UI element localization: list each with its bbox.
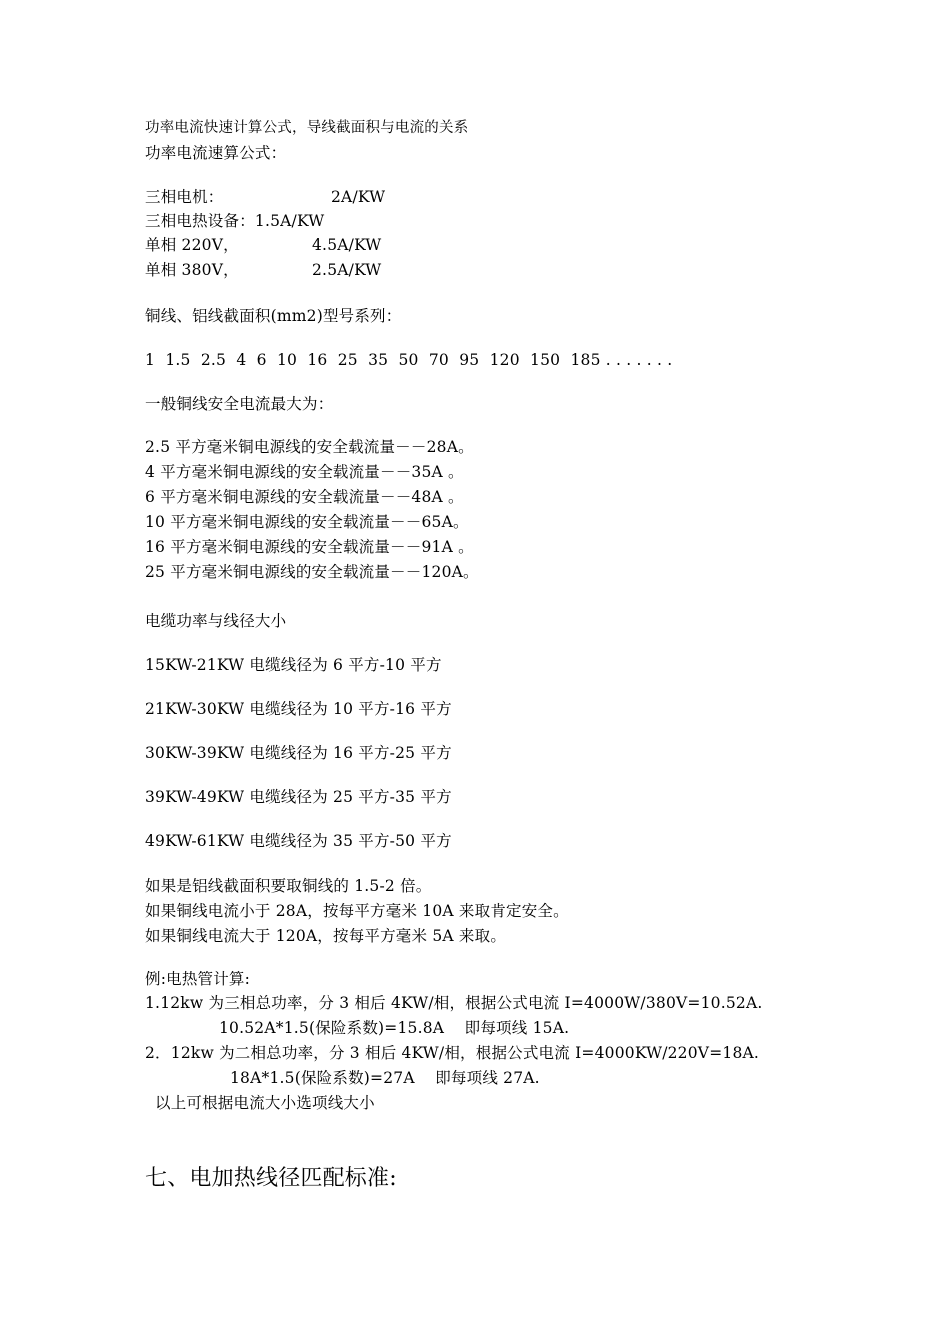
safe-line: 6 平方毫米铜电源线的安全载流量－－48A 。	[145, 488, 464, 506]
cable-line: 15KW-21KW 电缆线径为 6 平方-10 平方	[145, 656, 442, 674]
cable-line: 49KW-61KW 电缆线径为 35 平方-50 平方	[145, 832, 452, 850]
series-values: 1 1.5 2.5 4 6 10 16 25 35 50 70 95 120 150 185 . . . . . . .	[145, 351, 673, 369]
safe-line: 25 平方毫米铜电源线的安全载流量－－120A。	[145, 563, 479, 581]
summary-line: 以上可根据电流大小选项线大小	[155, 1094, 375, 1112]
safe-heading: 一般铜线安全电流最大为：	[145, 395, 334, 413]
cable-heading: 电缆功率与线径大小	[145, 612, 287, 630]
formula-label: 单相 380V，	[145, 261, 239, 279]
note-line: 如果是铝线截面积要取铜线的 1.5-2 倍。	[145, 877, 432, 895]
note-line: 如果铜线电流大于 120A，按每平方毫米 5A 来取。	[145, 927, 507, 945]
formula-value: 2.5A/KW	[312, 261, 382, 279]
top-title: 功率电流快速计算公式，导线截面积与电流的关系	[145, 120, 469, 136]
example-heading: 例:电热管计算:	[145, 970, 251, 988]
example-line: 18A*1.5(保险系数)=27A 即每项线 27A.	[230, 1069, 540, 1087]
cable-line: 30KW-39KW 电缆线径为 16 平方-25 平方	[145, 744, 452, 762]
safe-line: 16 平方毫米铜电源线的安全载流量－－91A 。	[145, 538, 474, 556]
cable-line: 21KW-30KW 电缆线径为 10 平方-16 平方	[145, 700, 452, 718]
note-line: 如果铜线电流小于 28A，按每平方毫米 10A 来取肯定安全。	[145, 902, 569, 920]
formula-heading: 功率电流速算公式：	[145, 144, 287, 162]
formula-value: 4.5A/KW	[312, 236, 382, 254]
formula-line	[145, 235, 381, 255]
series-heading: 铜线、铝线截面积(mm2)型号系列：	[145, 307, 402, 325]
example-line: 2．12kw 为二相总功率，分 3 相后 4KW/相，根据公式电流 I=4000KW/220V=18A.	[145, 1044, 760, 1062]
formula-label: 单相 220V，	[145, 236, 239, 254]
formula-value: 2A/KW	[331, 188, 386, 206]
formula-line	[145, 211, 324, 231]
example-line: 10.52A*1.5(保险系数)=15.8A 即每项线 15A.	[219, 1019, 570, 1037]
safe-line: 2.5 平方毫米铜电源线的安全载流量－－28A。	[145, 438, 474, 456]
section-seven-heading: 七、电加热线径匹配标准:	[145, 1166, 397, 1191]
formula-value: 1.5A/KW	[254, 212, 325, 230]
formula-line	[145, 260, 381, 280]
formula-label: 三相电机：	[145, 188, 224, 206]
example-line: 1.12kw 为三相总功率，分 3 相后 4KW/相，根据公式电流 I=4000W/380V=10.52A.	[145, 994, 763, 1012]
cable-line: 39KW-49KW 电缆线径为 25 平方-35 平方	[145, 788, 452, 806]
formula-line	[145, 187, 385, 207]
safe-line: 10 平方毫米铜电源线的安全载流量－－65A。	[145, 513, 469, 531]
formula-label: 三相电热设备：	[145, 212, 255, 230]
safe-line: 4 平方毫米铜电源线的安全载流量－－35A 。	[145, 463, 464, 481]
